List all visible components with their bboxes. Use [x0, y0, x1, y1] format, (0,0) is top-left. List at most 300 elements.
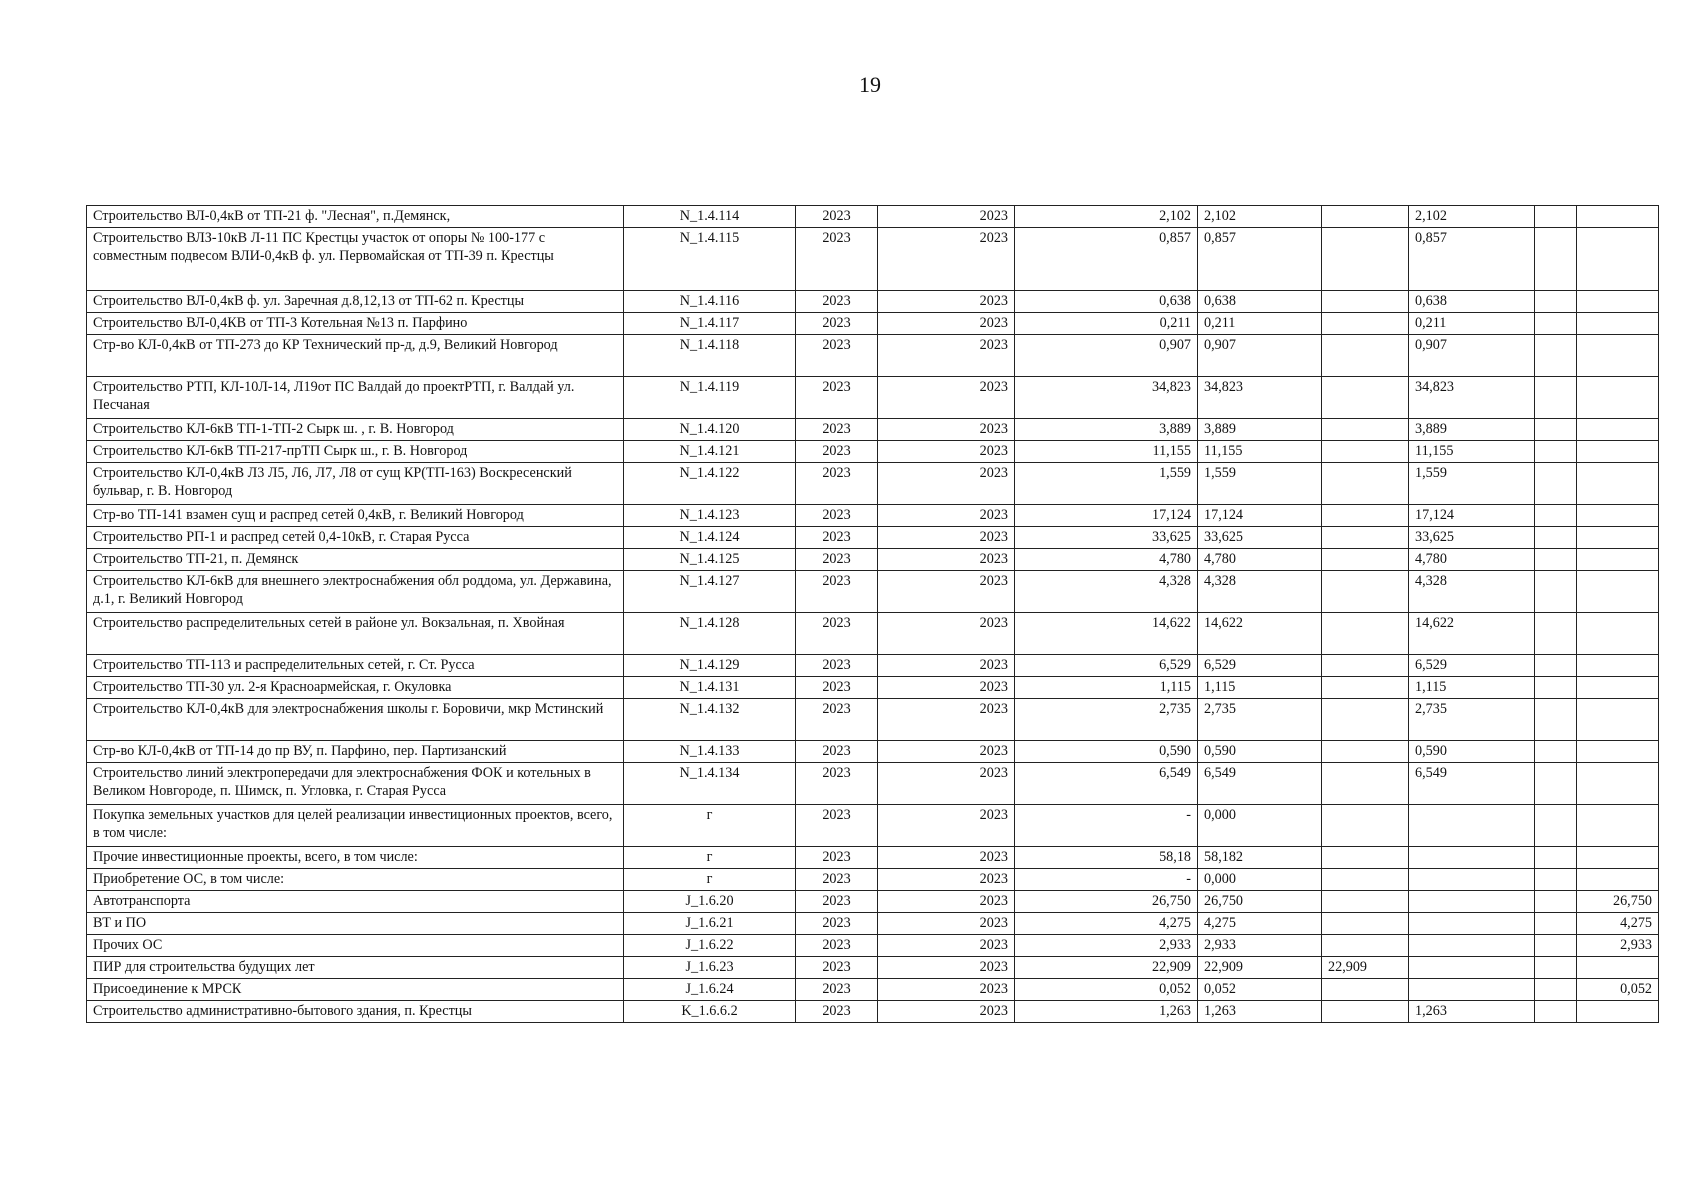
- project-name-cell: Строительство РТП, КЛ-10Л-14, Л19от ПС Валдай до проектРТП, г. Валдай ул. Песчаная: [87, 377, 624, 419]
- table-row: [87, 979, 1659, 1001]
- column-4-cell: 1,115: [1409, 677, 1535, 699]
- column-4-cell: 0,590: [1409, 741, 1535, 763]
- start-year-cell: 2023: [796, 979, 878, 1001]
- value-2-cell: 0,590: [1198, 741, 1322, 763]
- value-2-cell: 2,735: [1198, 699, 1322, 741]
- project-code-cell: N_1.4.117: [624, 313, 796, 335]
- start-year-cell: 2023: [796, 419, 878, 441]
- table-row: [87, 291, 1659, 313]
- column-5-cell: [1535, 377, 1577, 419]
- project-code-cell: г: [624, 805, 796, 847]
- project-name-cell: Строительство КЛ-6кВ для внешнего электроснабжения обл роддома, ул. Державина, д.1, г. Великий Новгород: [87, 571, 624, 613]
- project-name-cell: Приобретение ОС, в том числе:: [87, 869, 624, 891]
- start-year-cell: 2023: [796, 847, 878, 869]
- value-2-cell: 4,275: [1198, 913, 1322, 935]
- end-year-cell: 2023: [878, 463, 1015, 505]
- value-1-cell: 22,909: [1015, 957, 1198, 979]
- value-2-cell: 17,124: [1198, 505, 1322, 527]
- value-2-cell: 11,155: [1198, 441, 1322, 463]
- project-code-cell: N_1.4.129: [624, 655, 796, 677]
- project-name-cell: Строительство КЛ-0,4кВ для электроснабжения школы г. Боровичи, мкр Мстинский: [87, 699, 624, 741]
- column-5-cell: [1535, 549, 1577, 571]
- column-4-cell: 6,529: [1409, 655, 1535, 677]
- column-6-cell: [1577, 699, 1659, 741]
- project-code-cell: N_1.4.134: [624, 763, 796, 805]
- value-2-cell: 0,857: [1198, 228, 1322, 291]
- column-3-cell: [1322, 313, 1409, 335]
- project-code-cell: N_1.4.123: [624, 505, 796, 527]
- end-year-cell: 2023: [878, 291, 1015, 313]
- end-year-cell: 2023: [878, 869, 1015, 891]
- value-2-cell: 0,907: [1198, 335, 1322, 377]
- column-4-cell: [1409, 869, 1535, 891]
- column-3-cell: [1322, 869, 1409, 891]
- project-name-cell: ВТ и ПО: [87, 913, 624, 935]
- value-1-cell: 1,115: [1015, 677, 1198, 699]
- column-5-cell: [1535, 957, 1577, 979]
- column-5-cell: [1535, 419, 1577, 441]
- table-row: [87, 913, 1659, 935]
- value-1-cell: 0,590: [1015, 741, 1198, 763]
- column-4-cell: 2,735: [1409, 699, 1535, 741]
- end-year-cell: 2023: [878, 655, 1015, 677]
- value-2-cell: 2,933: [1198, 935, 1322, 957]
- project-name-cell: Строительство линий электропередачи для электроснабжения ФОК и котельных в Великом Новгороде, п. Шимск, п. Угловка, г. Старая Русса: [87, 763, 624, 805]
- project-name-cell: Строительство ВЛ-0,4кВ от ТП-21 ф. "Лесная", п.Демянск,: [87, 206, 624, 228]
- start-year-cell: 2023: [796, 463, 878, 505]
- end-year-cell: 2023: [878, 763, 1015, 805]
- value-2-cell: 0,211: [1198, 313, 1322, 335]
- column-3-cell: [1322, 291, 1409, 313]
- end-year-cell: 2023: [878, 419, 1015, 441]
- start-year-cell: 2023: [796, 291, 878, 313]
- column-3-cell: [1322, 847, 1409, 869]
- column-5-cell: [1535, 313, 1577, 335]
- value-1-cell: -: [1015, 869, 1198, 891]
- table-row: [87, 699, 1659, 741]
- value-2-cell: 22,909: [1198, 957, 1322, 979]
- column-5-cell: [1535, 891, 1577, 913]
- column-5-cell: [1535, 206, 1577, 228]
- column-6-cell: [1577, 505, 1659, 527]
- end-year-cell: 2023: [878, 549, 1015, 571]
- start-year-cell: 2023: [796, 335, 878, 377]
- end-year-cell: 2023: [878, 935, 1015, 957]
- end-year-cell: 2023: [878, 527, 1015, 549]
- column-3-cell: [1322, 441, 1409, 463]
- column-5-cell: [1535, 677, 1577, 699]
- value-2-cell: 6,529: [1198, 655, 1322, 677]
- project-name-cell: Строительство административно-бытового здания, п. Крестцы: [87, 1001, 624, 1023]
- column-3-cell: [1322, 527, 1409, 549]
- table-body: [87, 206, 1659, 1023]
- start-year-cell: 2023: [796, 313, 878, 335]
- value-2-cell: 2,102: [1198, 206, 1322, 228]
- project-name-cell: Прочие инвестиционные проекты, всего, в том числе:: [87, 847, 624, 869]
- value-2-cell: 33,625: [1198, 527, 1322, 549]
- start-year-cell: 2023: [796, 763, 878, 805]
- column-6-cell: [1577, 655, 1659, 677]
- table-row: [87, 763, 1659, 805]
- column-6-cell: [1577, 677, 1659, 699]
- end-year-cell: 2023: [878, 847, 1015, 869]
- start-year-cell: 2023: [796, 613, 878, 655]
- project-code-cell: N_1.4.119: [624, 377, 796, 419]
- project-code-cell: J_1.6.20: [624, 891, 796, 913]
- table-row: [87, 613, 1659, 655]
- project-code-cell: N_1.4.132: [624, 699, 796, 741]
- value-2-cell: 34,823: [1198, 377, 1322, 419]
- end-year-cell: 2023: [878, 313, 1015, 335]
- column-3-cell: [1322, 419, 1409, 441]
- end-year-cell: 2023: [878, 957, 1015, 979]
- start-year-cell: 2023: [796, 527, 878, 549]
- value-1-cell: 0,907: [1015, 335, 1198, 377]
- column-5-cell: [1535, 1001, 1577, 1023]
- column-4-cell: 1,559: [1409, 463, 1535, 505]
- project-code-cell: N_1.4.124: [624, 527, 796, 549]
- column-3-cell: [1322, 1001, 1409, 1023]
- start-year-cell: 2023: [796, 655, 878, 677]
- column-4-cell: 0,211: [1409, 313, 1535, 335]
- table-row: [87, 463, 1659, 505]
- start-year-cell: 2023: [796, 741, 878, 763]
- value-1-cell: 0,857: [1015, 228, 1198, 291]
- start-year-cell: 2023: [796, 206, 878, 228]
- column-5-cell: [1535, 979, 1577, 1001]
- column-6-cell: [1577, 527, 1659, 549]
- start-year-cell: 2023: [796, 1001, 878, 1023]
- column-4-cell: 6,549: [1409, 763, 1535, 805]
- column-3-cell: [1322, 677, 1409, 699]
- column-6-cell: 4,275: [1577, 913, 1659, 935]
- project-code-cell: N_1.4.133: [624, 741, 796, 763]
- column-4-cell: 1,263: [1409, 1001, 1535, 1023]
- project-name-cell: Покупка земельных участков для целей реализации инвестиционных проектов, всего, в том числе:: [87, 805, 624, 847]
- column-3-cell: [1322, 505, 1409, 527]
- start-year-cell: 2023: [796, 805, 878, 847]
- column-5-cell: [1535, 913, 1577, 935]
- column-6-cell: [1577, 377, 1659, 419]
- start-year-cell: 2023: [796, 505, 878, 527]
- project-name-cell: Прочих ОС: [87, 935, 624, 957]
- value-1-cell: 26,750: [1015, 891, 1198, 913]
- column-6-cell: [1577, 869, 1659, 891]
- table-row: [87, 677, 1659, 699]
- column-5-cell: [1535, 571, 1577, 613]
- project-code-cell: N_1.4.120: [624, 419, 796, 441]
- column-5-cell: [1535, 935, 1577, 957]
- value-1-cell: 11,155: [1015, 441, 1198, 463]
- value-1-cell: 34,823: [1015, 377, 1198, 419]
- project-name-cell: Строительство КЛ-6кВ ТП-1-ТП-2 Сырк ш. , г. В. Новгород: [87, 419, 624, 441]
- column-4-cell: 0,907: [1409, 335, 1535, 377]
- value-2-cell: 4,780: [1198, 549, 1322, 571]
- column-6-cell: [1577, 419, 1659, 441]
- column-6-cell: [1577, 335, 1659, 377]
- value-1-cell: 6,529: [1015, 655, 1198, 677]
- end-year-cell: 2023: [878, 613, 1015, 655]
- value-2-cell: 0,000: [1198, 805, 1322, 847]
- column-4-cell: 0,857: [1409, 228, 1535, 291]
- end-year-cell: 2023: [878, 805, 1015, 847]
- investment-projects-table: [86, 205, 1659, 1023]
- value-1-cell: 14,622: [1015, 613, 1198, 655]
- start-year-cell: 2023: [796, 441, 878, 463]
- column-4-cell: 2,102: [1409, 206, 1535, 228]
- start-year-cell: 2023: [796, 677, 878, 699]
- column-5-cell: [1535, 291, 1577, 313]
- start-year-cell: 2023: [796, 571, 878, 613]
- table-row: [87, 571, 1659, 613]
- column-3-cell: [1322, 699, 1409, 741]
- value-2-cell: 1,115: [1198, 677, 1322, 699]
- project-code-cell: N_1.4.116: [624, 291, 796, 313]
- column-4-cell: [1409, 979, 1535, 1001]
- project-code-cell: J_1.6.21: [624, 913, 796, 935]
- column-4-cell: [1409, 957, 1535, 979]
- column-6-cell: [1577, 741, 1659, 763]
- project-code-cell: J_1.6.23: [624, 957, 796, 979]
- project-name-cell: Строительство ТП-113 и распределительных сетей, г. Ст. Русса: [87, 655, 624, 677]
- value-2-cell: 0,052: [1198, 979, 1322, 1001]
- value-1-cell: 4,328: [1015, 571, 1198, 613]
- column-3-cell: [1322, 549, 1409, 571]
- project-name-cell: ПИР для строительства будущих лет: [87, 957, 624, 979]
- start-year-cell: 2023: [796, 549, 878, 571]
- end-year-cell: 2023: [878, 913, 1015, 935]
- value-1-cell: 17,124: [1015, 505, 1198, 527]
- project-code-cell: K_1.6.6.2: [624, 1001, 796, 1023]
- column-4-cell: 34,823: [1409, 377, 1535, 419]
- table-row: [87, 805, 1659, 847]
- value-1-cell: 0,211: [1015, 313, 1198, 335]
- table-row: [87, 505, 1659, 527]
- column-6-cell: [1577, 613, 1659, 655]
- column-4-cell: [1409, 935, 1535, 957]
- project-name-cell: Автотранспорта: [87, 891, 624, 913]
- start-year-cell: 2023: [796, 891, 878, 913]
- column-6-cell: [1577, 313, 1659, 335]
- project-code-cell: г: [624, 869, 796, 891]
- column-3-cell: [1322, 613, 1409, 655]
- project-code-cell: г: [624, 847, 796, 869]
- table-row: [87, 935, 1659, 957]
- project-name-cell: Строительство ВЛЗ-10кВ Л-11 ПС Крестцы участок от опоры № 100-177 с совместным подвесом ВЛИ-0,4кВ ф. ул. Первомайская от ТП-39 п. Крестцы: [87, 228, 624, 291]
- column-5-cell: [1535, 655, 1577, 677]
- end-year-cell: 2023: [878, 677, 1015, 699]
- value-2-cell: 0,638: [1198, 291, 1322, 313]
- project-code-cell: N_1.4.118: [624, 335, 796, 377]
- column-5-cell: [1535, 847, 1577, 869]
- column-3-cell: 22,909: [1322, 957, 1409, 979]
- column-4-cell: [1409, 913, 1535, 935]
- value-2-cell: 1,559: [1198, 463, 1322, 505]
- column-5-cell: [1535, 228, 1577, 291]
- table-row: [87, 313, 1659, 335]
- value-2-cell: 58,182: [1198, 847, 1322, 869]
- project-code-cell: N_1.4.115: [624, 228, 796, 291]
- project-name-cell: Строительство распределительных сетей в районе ул. Вокзальная, п. Хвойная: [87, 613, 624, 655]
- column-4-cell: 0,638: [1409, 291, 1535, 313]
- column-3-cell: [1322, 913, 1409, 935]
- end-year-cell: 2023: [878, 979, 1015, 1001]
- value-1-cell: 2,735: [1015, 699, 1198, 741]
- start-year-cell: 2023: [796, 228, 878, 291]
- column-3-cell: [1322, 206, 1409, 228]
- end-year-cell: 2023: [878, 1001, 1015, 1023]
- table-row: [87, 335, 1659, 377]
- value-1-cell: 6,549: [1015, 763, 1198, 805]
- column-6-cell: 0,052: [1577, 979, 1659, 1001]
- column-6-cell: 2,933: [1577, 935, 1659, 957]
- value-1-cell: 1,559: [1015, 463, 1198, 505]
- end-year-cell: 2023: [878, 505, 1015, 527]
- column-4-cell: 11,155: [1409, 441, 1535, 463]
- table-row: [87, 869, 1659, 891]
- column-5-cell: [1535, 805, 1577, 847]
- column-3-cell: [1322, 763, 1409, 805]
- column-6-cell: [1577, 206, 1659, 228]
- table-row: [87, 206, 1659, 228]
- value-2-cell: 6,549: [1198, 763, 1322, 805]
- value-1-cell: 2,102: [1015, 206, 1198, 228]
- start-year-cell: 2023: [796, 957, 878, 979]
- column-6-cell: 26,750: [1577, 891, 1659, 913]
- value-2-cell: 4,328: [1198, 571, 1322, 613]
- table-row: [87, 741, 1659, 763]
- table-row: [87, 419, 1659, 441]
- value-2-cell: 0,000: [1198, 869, 1322, 891]
- column-4-cell: 17,124: [1409, 505, 1535, 527]
- column-6-cell: [1577, 441, 1659, 463]
- table-row: [87, 527, 1659, 549]
- value-2-cell: 26,750: [1198, 891, 1322, 913]
- column-5-cell: [1535, 505, 1577, 527]
- project-name-cell: Строительство ВЛ-0,4КВ от ТП-3 Котельная №13 п. Парфино: [87, 313, 624, 335]
- end-year-cell: 2023: [878, 699, 1015, 741]
- project-name-cell: Стр-во ТП-141 взамен сущ и распред сетей 0,4кВ, г. Великий Новгород: [87, 505, 624, 527]
- column-3-cell: [1322, 655, 1409, 677]
- column-4-cell: 4,780: [1409, 549, 1535, 571]
- value-2-cell: 3,889: [1198, 419, 1322, 441]
- end-year-cell: 2023: [878, 228, 1015, 291]
- column-6-cell: [1577, 549, 1659, 571]
- end-year-cell: 2023: [878, 741, 1015, 763]
- value-1-cell: 33,625: [1015, 527, 1198, 549]
- column-3-cell: [1322, 377, 1409, 419]
- table-row: [87, 847, 1659, 869]
- project-code-cell: N_1.4.128: [624, 613, 796, 655]
- column-5-cell: [1535, 613, 1577, 655]
- column-5-cell: [1535, 763, 1577, 805]
- value-1-cell: 2,933: [1015, 935, 1198, 957]
- project-code-cell: J_1.6.22: [624, 935, 796, 957]
- table-row: [87, 1001, 1659, 1023]
- column-5-cell: [1535, 869, 1577, 891]
- project-name-cell: Стр-во КЛ-0,4кВ от ТП-14 до пр ВУ, п. Парфино, пер. Партизанский: [87, 741, 624, 763]
- project-name-cell: Строительство РП-1 и распред сетей 0,4-10кВ, г. Старая Русса: [87, 527, 624, 549]
- value-1-cell: -: [1015, 805, 1198, 847]
- column-6-cell: [1577, 291, 1659, 313]
- value-1-cell: 3,889: [1015, 419, 1198, 441]
- column-6-cell: [1577, 463, 1659, 505]
- column-5-cell: [1535, 699, 1577, 741]
- value-1-cell: 4,275: [1015, 913, 1198, 935]
- project-code-cell: N_1.4.127: [624, 571, 796, 613]
- column-5-cell: [1535, 441, 1577, 463]
- column-4-cell: 4,328: [1409, 571, 1535, 613]
- column-4-cell: [1409, 847, 1535, 869]
- column-6-cell: [1577, 847, 1659, 869]
- column-5-cell: [1535, 463, 1577, 505]
- project-name-cell: Строительство КЛ-0,4кВ Л3 Л5, Л6, Л7, Л8 от сущ КР(ТП-163) Воскресенский бульвар, г. В. Новгород: [87, 463, 624, 505]
- project-code-cell: N_1.4.131: [624, 677, 796, 699]
- end-year-cell: 2023: [878, 571, 1015, 613]
- project-code-cell: N_1.4.121: [624, 441, 796, 463]
- table-row: [87, 441, 1659, 463]
- end-year-cell: 2023: [878, 206, 1015, 228]
- column-6-cell: [1577, 763, 1659, 805]
- value-1-cell: 58,18: [1015, 847, 1198, 869]
- column-4-cell: 3,889: [1409, 419, 1535, 441]
- project-name-cell: Строительство КЛ-6кВ ТП-217-прТП Сырк ш., г. В. Новгород: [87, 441, 624, 463]
- column-3-cell: [1322, 805, 1409, 847]
- project-code-cell: J_1.6.24: [624, 979, 796, 1001]
- end-year-cell: 2023: [878, 335, 1015, 377]
- end-year-cell: 2023: [878, 891, 1015, 913]
- end-year-cell: 2023: [878, 377, 1015, 419]
- project-name-cell: Стр-во КЛ-0,4кВ от ТП-273 до КР Технический пр-д, д.9, Великий Новгород: [87, 335, 624, 377]
- value-1-cell: 0,638: [1015, 291, 1198, 313]
- project-code-cell: N_1.4.122: [624, 463, 796, 505]
- column-3-cell: [1322, 891, 1409, 913]
- column-5-cell: [1535, 527, 1577, 549]
- value-1-cell: 4,780: [1015, 549, 1198, 571]
- column-6-cell: [1577, 1001, 1659, 1023]
- table-row: [87, 549, 1659, 571]
- column-5-cell: [1535, 741, 1577, 763]
- column-5-cell: [1535, 335, 1577, 377]
- column-3-cell: [1322, 335, 1409, 377]
- column-6-cell: [1577, 228, 1659, 291]
- column-6-cell: [1577, 571, 1659, 613]
- column-3-cell: [1322, 463, 1409, 505]
- column-4-cell: 33,625: [1409, 527, 1535, 549]
- project-name-cell: Строительство ТП-21, п. Демянск: [87, 549, 624, 571]
- column-3-cell: [1322, 935, 1409, 957]
- start-year-cell: 2023: [796, 699, 878, 741]
- column-6-cell: [1577, 805, 1659, 847]
- column-3-cell: [1322, 571, 1409, 613]
- project-code-cell: N_1.4.125: [624, 549, 796, 571]
- value-2-cell: 1,263: [1198, 1001, 1322, 1023]
- table-row: [87, 228, 1659, 291]
- table-row: [87, 891, 1659, 913]
- start-year-cell: 2023: [796, 913, 878, 935]
- column-4-cell: [1409, 805, 1535, 847]
- table-row: [87, 655, 1659, 677]
- column-4-cell: 14,622: [1409, 613, 1535, 655]
- page-number: 19: [859, 72, 881, 97]
- end-year-cell: 2023: [878, 441, 1015, 463]
- table-row: [87, 957, 1659, 979]
- value-1-cell: 0,052: [1015, 979, 1198, 1001]
- column-6-cell: [1577, 957, 1659, 979]
- column-3-cell: [1322, 228, 1409, 291]
- value-1-cell: 1,263: [1015, 1001, 1198, 1023]
- column-3-cell: [1322, 979, 1409, 1001]
